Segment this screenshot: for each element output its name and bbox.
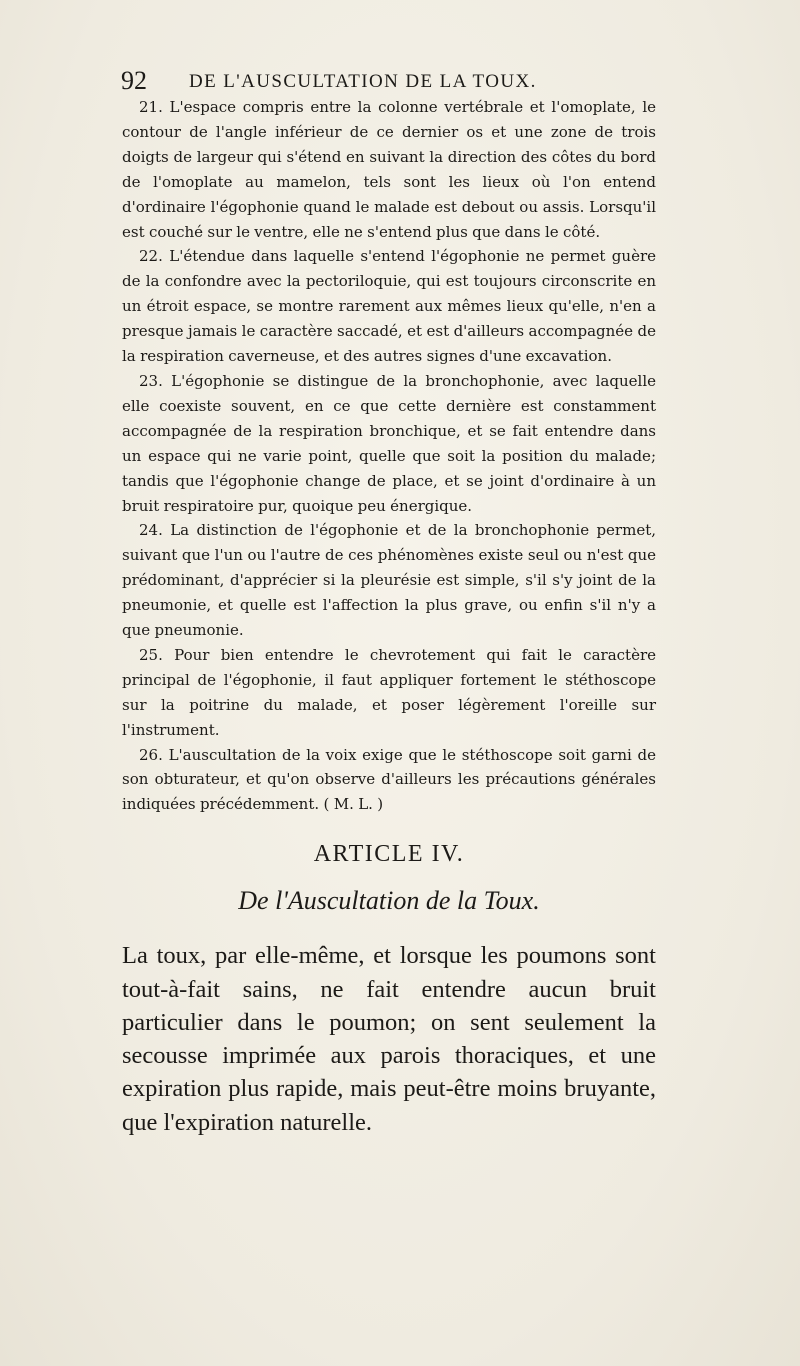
paragraph-25: 25. Pour bien entendre le chevrotement qui fait le caractère principal de l'égophonie, il faut appliquer fortement le stéthoscope sur la poitrine du malade, et poser légèrement l'oreille sur l'instrument. <box>122 645 656 739</box>
body-text <box>122 95 656 1139</box>
page-number: 92 <box>121 66 147 95</box>
article-subtitle: De l'Auscultation de la Toux. <box>238 886 540 916</box>
paragraph-24: 24. La distinction de l'égophonie et de la bronchophonie permet, suivant que l'un ou l'autre de ces phénomènes existe seul ou n'est que prédominant, d'apprécier si la pleurésie est simple, s'il s'y joint de la pneumonie, et quelle est l'affection la plus grave, ou enfin s'il n'y a que pneumonie. <box>122 521 656 640</box>
paragraph-21: 21. L'espace compris entre la colonne vertébrale et l'omoplate, le contour de l'angle inférieur de ce dernier os et une zone de trois doigts de largeur qui s'étend en suivant la direction des côtes du bord de l'omoplate au mamelon, tels sont les lieux où l'on entend d'ordinaire l'égophonie quand le malade est debout ou assis. Lorsqu'il est couché sur le ventre, elle ne s'entend plus que dans le côté. <box>122 98 656 241</box>
paragraph-22: 22. L'étendue dans laquelle s'entend l'égophonie ne permet guère de la confondre avec la pectoriloquie, qui est toujours circonscrite en un étroit espace, se montre rarement aux mêmes lieux qu'elle, n'en a presque jamais le caractère saccadé, et est d'ailleurs accompagnée de la respiration caverneuse, et des autres signes d'une excavation. <box>122 247 656 366</box>
page-header <box>121 66 760 96</box>
article-lead-paragraph: La toux, par elle-même, et lorsque les poumons sont tout-à-fait sains, ne fait entendre aucun bruit particulier dans le poumon; on sent seulement la secousse imprimée aux parois thoraciques, et une expiration plus rapide, mais peut-être moins bruyante, que l'expiration naturelle. <box>122 942 656 1136</box>
running-head: DE L'AUSCULTATION DE LA TOUX. <box>189 71 537 92</box>
paragraph-26: 26. L'auscultation de la voix exige que le stéthoscope soit garni de son obturateur, et qu'on observe d'ailleurs les précautions générales indiquées précédemment. ( M. L. ) <box>122 745 656 814</box>
paragraph-23: 23. L'égophonie se distingue de la bronchophonie, avec laquelle elle coexiste souvent, en ce que cette dernière est constamment accompagnée de la respiration bronchique, et se fait entendre dans un espace qui ne varie point, quelle que soit la position du malade; tandis que l'égophonie change de place, et se joint d'ordinaire à un bruit respiratoire pur, quoique peu énergique. <box>122 371 656 515</box>
article-title: ARTICLE IV. <box>313 841 465 868</box>
